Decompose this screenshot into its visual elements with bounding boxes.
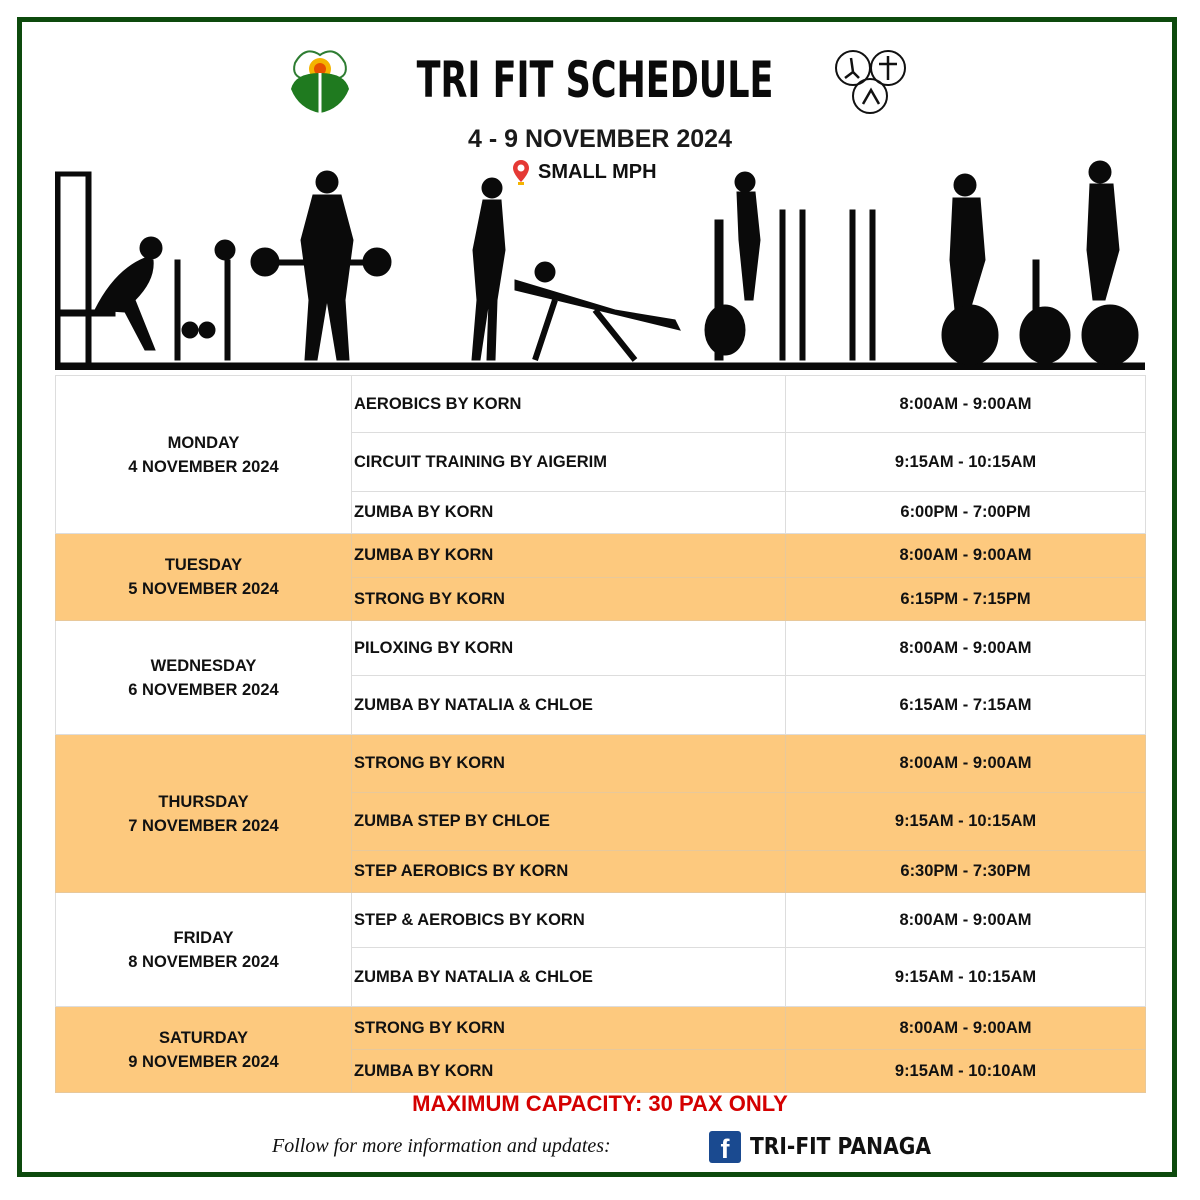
class-time: 6:00PM - 7:00PM <box>786 492 1146 534</box>
class-name: ZUMBA STEP BY CHLOE <box>352 793 786 851</box>
organization-logo <box>285 43 355 115</box>
schedule-row <box>56 893 1146 948</box>
tri-fit-logo <box>833 46 909 118</box>
day-date: 7 NOVEMBER 2024 <box>128 816 279 835</box>
class-time: 8:00AM - 9:00AM <box>786 1007 1146 1050</box>
class-name: ZUMBA BY KORN <box>352 1050 786 1093</box>
class-time: 6:15PM - 7:15PM <box>786 578 1146 621</box>
day-name: FRIDAY <box>173 928 234 947</box>
page-title: TRI FIT SCHEDULE <box>416 51 774 109</box>
day-cell <box>56 1007 352 1093</box>
class-time: 8:00AM - 9:00AM <box>786 735 1146 793</box>
class-name: ZUMBA BY NATALIA & CHLOE <box>352 948 786 1007</box>
day-cell <box>56 735 352 893</box>
day-date: 6 NOVEMBER 2024 <box>128 680 279 699</box>
capacity-notice: MAXIMUM CAPACITY: 30 PAX ONLY <box>412 1091 788 1116</box>
class-name: STEP AEROBICS BY KORN <box>352 851 786 893</box>
day-cell <box>56 376 352 534</box>
day-name: MONDAY <box>167 433 240 452</box>
schedule-row <box>56 621 1146 676</box>
day-cell <box>56 893 352 1007</box>
class-name: AEROBICS BY KORN <box>352 376 786 433</box>
class-name: STRONG BY KORN <box>352 578 786 621</box>
schedule-row <box>56 534 1146 578</box>
class-time: 6:30PM - 7:30PM <box>786 851 1146 893</box>
day-date: 5 NOVEMBER 2024 <box>128 580 279 598</box>
day-date: 9 NOVEMBER 2024 <box>128 1052 279 1071</box>
facebook-page-link[interactable]: TRI-FIT PANAGA <box>750 1134 932 1160</box>
class-name: ZUMBA BY KORN <box>352 492 786 534</box>
class-time: 9:15AM - 10:15AM <box>786 433 1146 492</box>
class-time: 8:00AM - 9:00AM <box>786 621 1146 676</box>
class-name: ZUMBA BY KORN <box>352 534 786 578</box>
day-name: THURSDAY <box>158 792 249 811</box>
class-name: STRONG BY KORN <box>352 1007 786 1050</box>
schedule-row <box>56 1007 1146 1050</box>
day-cell <box>56 621 352 735</box>
day-date: 8 NOVEMBER 2024 <box>128 952 279 971</box>
day-date: 4 NOVEMBER 2024 <box>128 457 279 476</box>
class-time: 8:00AM - 9:00AM <box>786 376 1146 433</box>
day-cell <box>56 534 352 621</box>
class-time: 9:15AM - 10:15AM <box>786 793 1146 851</box>
class-time: 6:15AM - 7:15AM <box>786 676 1146 735</box>
class-name: STRONG BY KORN <box>352 735 786 793</box>
facebook-icon[interactable]: f <box>709 1131 741 1163</box>
date-range: 4 - 9 NOVEMBER 2024 <box>468 125 732 153</box>
class-time: 8:00AM - 9:00AM <box>786 893 1146 948</box>
follow-text: Follow for more information and updates: <box>272 1135 611 1157</box>
class-time: 9:15AM - 10:15AM <box>786 948 1146 1007</box>
class-time: 9:15AM - 10:10AM <box>786 1050 1146 1093</box>
schedule-table <box>55 375 1146 1093</box>
class-name: CIRCUIT TRAINING BY AIGERIM <box>352 433 786 492</box>
gym-silhouette-illustration <box>55 160 1145 370</box>
class-time: 8:00AM - 9:00AM <box>786 534 1146 578</box>
class-name: PILOXING BY KORN <box>352 621 786 676</box>
class-name: STEP & AEROBICS BY KORN <box>352 893 786 948</box>
schedule-row <box>56 376 1146 433</box>
class-name: ZUMBA BY NATALIA & CHLOE <box>352 676 786 735</box>
day-name: WEDNESDAY <box>150 656 257 675</box>
venue-label: SMALL MPH <box>538 160 657 183</box>
day-name: SATURDAY <box>159 1028 248 1047</box>
schedule-row <box>56 735 1146 793</box>
day-name: TUESDAY <box>164 556 243 574</box>
